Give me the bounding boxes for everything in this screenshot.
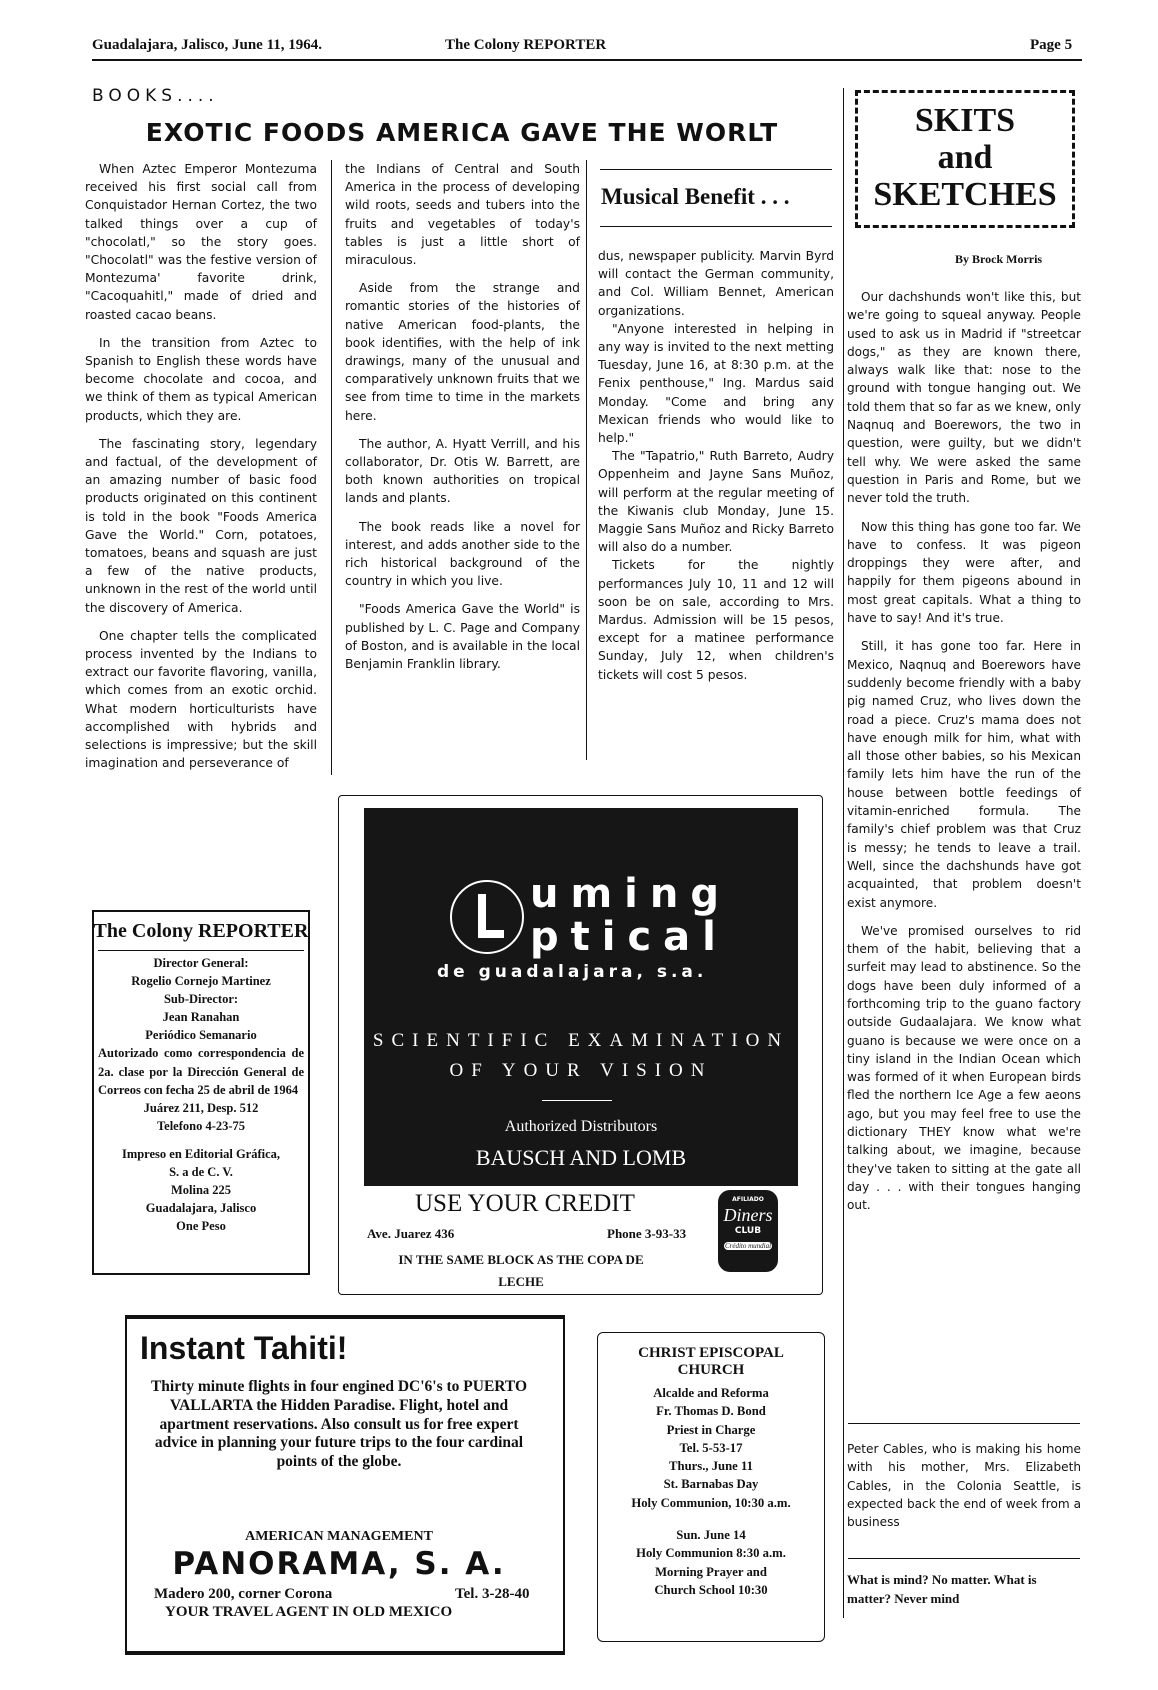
books-col2-para: the Indians of Central and South America in the process of developing wild roots, seeds and tubers into the fruits and vegetables of today's tables is just a little short of miraculous. (345, 162, 580, 268)
books-headline: EXOTIC FOODS AMERICA GAVE THE WORLT (145, 118, 779, 147)
tahiti-top-rule (125, 1315, 565, 1319)
optical-address: Ave. Juarez 436 (367, 1226, 455, 1241)
tahiti-headline: Instant Tahiti! (140, 1330, 348, 1366)
optical-line2: OF YOUR VISION (449, 1060, 713, 1081)
masthead-line: Juárez 211, Desp. 512 (143, 1100, 259, 1115)
masthead-title: The Colony REPORTER (93, 920, 309, 942)
church-line: Holy Communion 8:30 a.m. (636, 1546, 786, 1561)
books-col2-para: Aside from the strange and romantic stories of the histories of native American food-plants, the book identifies, with the help of ink drawings, many of the unusual and comparatively unknown fruits that we see from time to time in the markets here. (345, 281, 580, 423)
church-line: Sun. June 14 (676, 1528, 746, 1543)
musical-top-rule (600, 169, 832, 170)
skits-para: Now this thing has gone too far. We have to confess. It was pigeon droppings they were after, and happily for them pigeons abound in most great capitals. What a thing to have to say! And it's true. (847, 519, 1081, 626)
masthead-printer-line: Molina 225 (170, 1183, 232, 1198)
books-column-2 (345, 160, 580, 683)
diners-slogan: Crédito mundial (724, 1242, 772, 1250)
diners-club-label: CLUB (734, 1226, 762, 1236)
optical-distributors: Authorized Distributors (504, 1118, 658, 1135)
diners-club-badge (718, 1190, 778, 1272)
skits-rule (848, 1558, 1080, 1559)
books-section-label: BOOKS.... (92, 86, 219, 106)
church-details (600, 1384, 822, 1599)
skits-rule (848, 1423, 1080, 1424)
books-col1-para: One chapter tells the complicated process invented by the Indians to extract our favorite flavoring, vanilla, which comes from an exotic orchid. What modern horticulturists have accomplished with hybrids and selections is impressive; but the skill imagination and perseverance of (85, 628, 317, 771)
tahiti-bottom-rule (125, 1651, 565, 1655)
tahiti-right-rule (563, 1318, 565, 1653)
optical-brand-subtitle: de guadalajara, s.a. (437, 962, 708, 982)
masthead-line: Director General: (153, 956, 249, 970)
masthead-line: Jean Ranahan (162, 1010, 240, 1025)
optical-lens-logo (450, 880, 524, 954)
header-rule (92, 59, 1082, 61)
masthead-staff (98, 954, 304, 1235)
masthead-line: Autorizado como correspondencia de 2a. clase por la Dirección General de Correos con fecha 25 de abril de 1964 (98, 1046, 304, 1097)
books-col2-para: The author, A. Hyatt Verrill, and his collaborator, Dr. Otis W. Barrett, are both known authorities on tropical lands and plants. (345, 436, 580, 506)
church-line: Church School 10:30 (654, 1582, 768, 1597)
filler-quip: What is mind? No matter. What is matter? Never mind (847, 1572, 1037, 1606)
church-line: Priest in Charge (666, 1422, 756, 1437)
musical-body (598, 247, 834, 684)
diners-name: Diners (723, 1205, 773, 1225)
masthead-printer-line: S. a de C. V. (169, 1165, 233, 1180)
optical-block-note: IN THE SAME BLOCK AS THE COPA DE LECHE (398, 1252, 644, 1289)
musical-para: The "Tapatrio," Ruth Barreto, Audry Oppenheim and Jayne Sans Muñoz, will perform at the regular meeting of the Kiwanis club Monday, June 15. Maggie Sans Muñoz and Ricky Barreto will also do a number. (598, 449, 834, 555)
optical-bausch-lomb: BAUSCH AND LOMB (475, 1145, 687, 1170)
books-col1-para: When Aztec Emperor Montezuma received his first social call from Conquistador Hernan Cortez, the two talked things over a cup of "chocolatl," so the story goes. "Chocolatl" was the festive version of Montezuma' favorite drink, "Cacoquahitl," made of dried and roasted cacao beans. (85, 162, 317, 322)
musical-headline: Musical Benefit . . . (601, 184, 790, 209)
church-line: Tel. 5-53-17 (679, 1440, 743, 1455)
optical-phone: Phone 3-93-33 (607, 1226, 687, 1241)
tahiti-tagline: YOUR TRAVEL AGENT IN OLD MEXICO (165, 1604, 453, 1620)
header-paper-name: The Colony REPORTER (445, 37, 607, 53)
church-line: St. Barnabas Day (663, 1477, 759, 1492)
column-divider (331, 160, 332, 775)
musical-under-rule (600, 226, 832, 227)
church-line: Alcalde and Reforma (653, 1386, 769, 1400)
masthead-line: Telefono 4-23-75 (156, 1118, 246, 1133)
skits-body (847, 288, 1081, 1225)
church-line: Morning Prayer and (655, 1564, 767, 1579)
books-col1-para: The fascinating story, legendary and factual, of the development of an amazing number of basic food products originated on this continent is told in the book "Foods America Gave the World." Corn, potatoes, tomatoes, beans and squash are just a few of the native products, unknown in the rest of the world until the discovery of America. (85, 436, 317, 615)
peter-cables-item: Peter Cables, who is making his home with his mother, Mrs. Elizabeth Cables, in the Colonia Seattle, is expected back the end of week from a business (847, 1442, 1081, 1530)
skits-byline: By Brock Morris (955, 252, 1043, 266)
skits-title-line2: and (937, 139, 993, 176)
skits-para: We've promised ourselves to rid them of the habit, believing that a surfeit may lead to abstinence. So the dogs have been duly informed of a forthcoming trip to the guano factory outside Gudaalajara. We know what guano is because we were once on a tiny island in the Indian Ocean which was formed of it when European birds fled the northern Ice Age a few aeons ago, but you may feel free to use the dictionary THEY know what we're talking about, we imagine, because they've taken to sitting at the gate all day . . . with their tongues hanging out. (847, 923, 1081, 1213)
tahiti-address: Madero 200, corner Corona (154, 1586, 333, 1602)
optical-brand-line2: ptical (530, 914, 728, 960)
musical-para: Tickets for the nightly performances July 10, 11 and 12 will soon be on sale, according to Mrs. Mardus. Admission will be 15 pesos, except for a matinee performance Sunday, July 12, when children's tickets will cost 5 pesos. (598, 558, 834, 682)
books-column-1 (85, 160, 317, 783)
masthead-line: Periódico Semanario (145, 1028, 257, 1043)
masthead-printer-line: Guadalajara, Jalisco (145, 1201, 257, 1216)
optical-brand-line1: uming (530, 871, 731, 917)
optical-L-icon (452, 882, 522, 952)
skits-para: Our dachshunds won't like this, but we're going to squeal anyway. People used to ask us in Madrid if "streetcar dogs," as they are known there, always walk like that: nose to the ground with tongue hanging out. We told them that so far as we knew, only Naqnuq and Boerewors, the two in question, were guilty, but we didn't tell why. We were asked the same question in Paris and Rome, but we never told the truth. (847, 290, 1081, 506)
church-line: Holy Communion, 10:30 a.m. (631, 1495, 791, 1510)
masthead-line: Rogelio Cornejo Martinez (131, 974, 271, 989)
church-line: Thurs., June 11 (669, 1459, 753, 1474)
skits-para: Still, it has gone too far. Here in Mexico, Naqnuq and Boerewors have suddenly become friendly with a baby pig named Cruz, who lives down the road a piece. Cruz's mama does not have enough milk for him, what with all those other babies, so his Mexican family lets him have the run of the house between bottle feedings of vitamin-enriched formula. The family's chief problem was that Cruz is messy; he tends to leave a trail. Well, since the dachshunds have got acquainted, that problem doesn't exist anymore. (847, 639, 1081, 910)
header-dateline: Guadalajara, Jalisco, June 11, 1964. (92, 37, 323, 53)
skits-title-line1: SKITS (914, 102, 1016, 139)
diners-top-label: AFILIADO (732, 1196, 764, 1203)
books-col2-para: "Foods America Gave the World" is published by L. C. Page and Company of Boston, and is available in the local Benjamin Franklin library. (345, 602, 580, 672)
optical-divider (542, 1100, 612, 1101)
books-col2-para: The book reads like a novel for interest, and adds another side to the rich historical background of the country in which you live. (345, 519, 580, 589)
musical-para: dus, newspaper publicity. Marvin Byrd will contact the German community, and Col. William Bennet, American organizations. (598, 249, 834, 318)
tahiti-phone: Tel. 3-28-40 (455, 1586, 530, 1602)
tahiti-body: Thirty minute flights in four engined DC'6's to PUERTO VALLARTA the Hidden Paradise. Flight, hotel and apartment reservations. Also consult us for free expert advice in planning your future trips to the four cardinal points of the globe. (150, 1378, 528, 1471)
skits-title-line3: SKETCHES (873, 176, 1057, 213)
tahiti-left-rule (125, 1318, 127, 1653)
books-col1-para: In the transition from Aztec to Spanish to English these words have become chocolate and cocoa, and we think of them as typical American products, which they are. (85, 335, 317, 423)
optical-line1: SCIENTIFIC EXAMINATION (372, 1030, 790, 1051)
optical-credit: USE YOUR CREDIT (415, 1190, 635, 1217)
church-title: CHRIST EPISCOPAL CHURCH (638, 1345, 784, 1378)
masthead-line: Sub-Director: (163, 992, 239, 1007)
tahiti-company-name: PANORAMA, S. A. (172, 1546, 506, 1582)
musical-para: "Anyone interested in helping in any way is invited to the next metting Tuesday, June 16, at 8:30 p.m. at the Fenix penthouse," Ing. Mardus said Monday. "Come and bring any Mexican friends who would like to help." (598, 321, 834, 446)
tahiti-management: AMERICAN MANAGEMENT (245, 1529, 433, 1544)
masthead-printer-line: One Peso (176, 1219, 226, 1234)
church-line: Fr. Thomas D. Bond (656, 1404, 766, 1419)
column-divider (586, 160, 587, 760)
header-page-number: Page 5 (1030, 37, 1073, 53)
masthead-printer-line: Impreso en Editorial Gráfica, (121, 1146, 281, 1161)
column-divider (843, 88, 844, 1618)
masthead-rule (98, 950, 304, 951)
